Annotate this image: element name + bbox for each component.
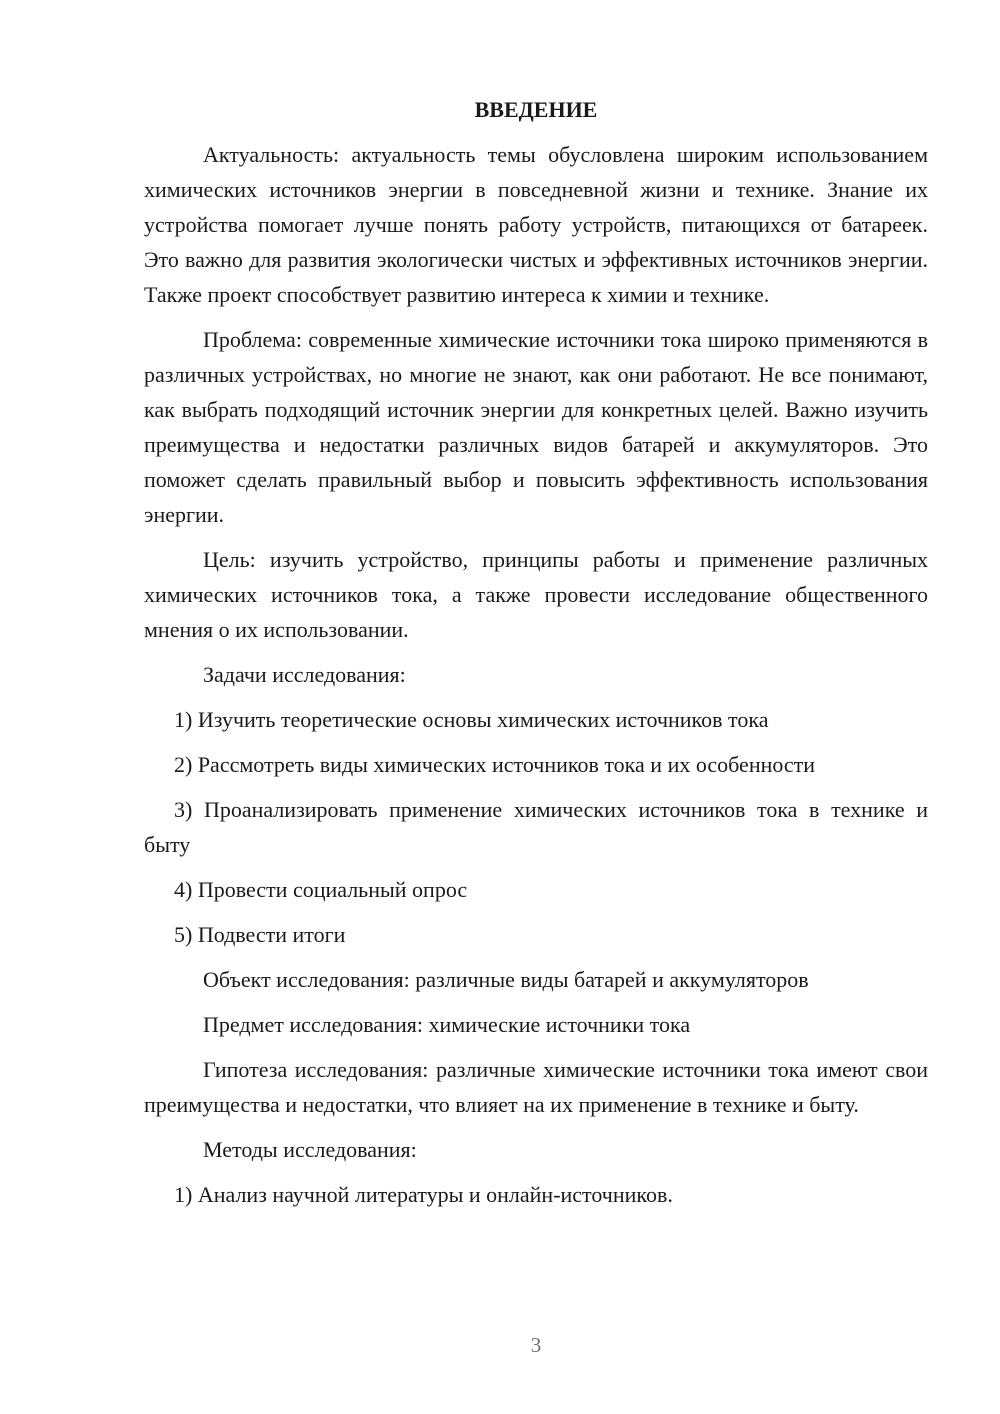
object-paragraph: Объект исследования: различные виды батарей и аккумуляторов <box>203 967 809 992</box>
method-item-1: 1) Анализ научной литературы и онлайн-источников. <box>174 1182 673 1207</box>
problem-paragraph: Проблема: современные химические источники тока широко применяются в различных устройствах, но многие не знают, как они работают. Не все понимают, как выбрать подходящий источник энергии для конкретных целей. Важно изучить преимущества и недостатки различных видов батарей и аккумуляторов. Это поможет сделать правильный выбор и повысить эффективность использования энергии. <box>144 327 928 527</box>
section-heading: ВВЕДЕНИЕ <box>474 97 598 122</box>
page-number: 3 <box>530 1333 542 1357</box>
hypothesis-paragraph: Гипотеза исследования: различные химические источники тока имеют свои преимущества и недостатки, что влияет на их применение в технике и быту. <box>144 1057 928 1117</box>
task-item-2: 2) Рассмотреть виды химических источников тока и их особенности <box>174 752 816 777</box>
tasks-heading: Задачи исследования: <box>203 662 406 687</box>
task-item-5: 5) Подвести итоги <box>174 922 346 947</box>
task-item-4: 4) Провести социальный опрос <box>174 877 468 902</box>
goal-paragraph: Цель: изучить устройство, принципы работы и применение различных химических источников тока, а также провести исследование общественного мнения о их использовании. <box>144 547 928 642</box>
task-item-1: 1) Изучить теоретические основы химических источников тока <box>174 707 769 732</box>
subject-paragraph: Предмет исследования: химические источники тока <box>203 1012 691 1037</box>
document-page <box>144 92 928 1222</box>
relevance-paragraph: Актуальность: актуальность темы обусловлена широким использованием химических источников энергии в повседневной жизни и технике. Знание их устройства помогает лучше понять работу устройств, питающихся от батареек. Это важно для развития экологически чистых и эффективных источников энергии. Также проект способствует развитию интереса к химии и технике. <box>144 142 928 307</box>
task-item-3: 3) Проанализировать применение химических источников тока в технике и быту <box>144 797 928 857</box>
methods-heading: Методы исследования: <box>203 1137 417 1162</box>
